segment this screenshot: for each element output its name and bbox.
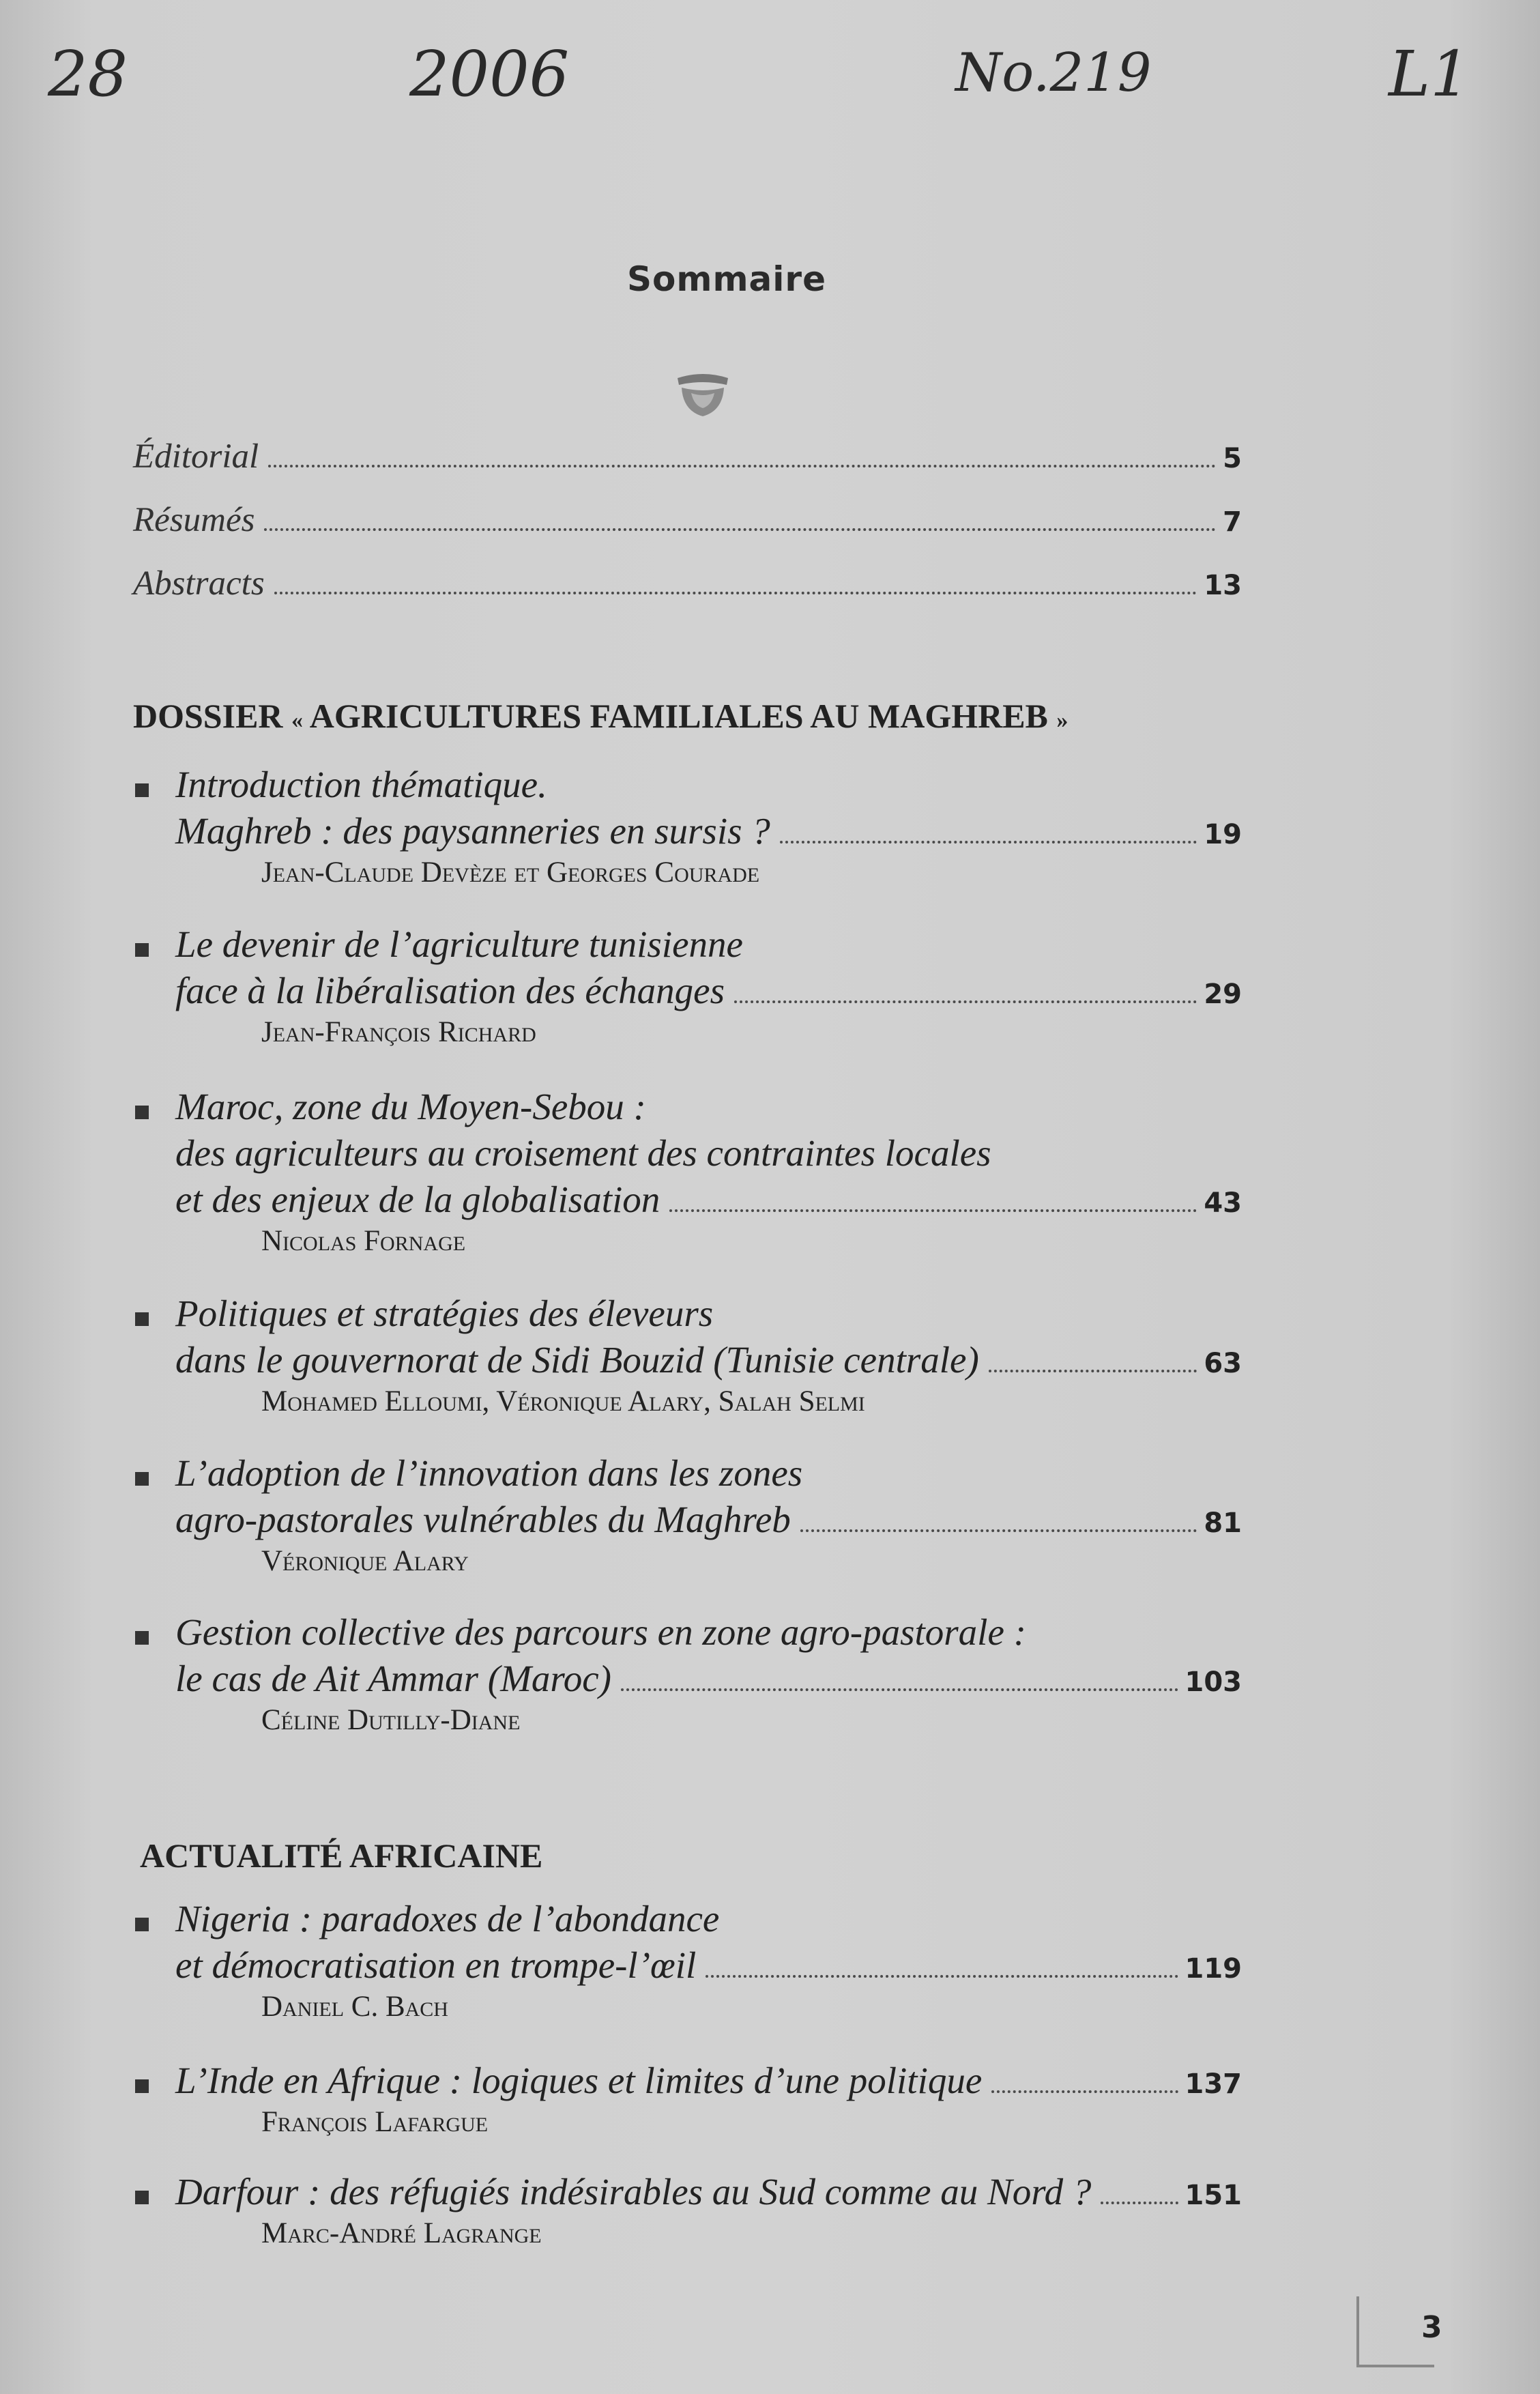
dot-leader bbox=[989, 1370, 1197, 1372]
bullet-square-icon bbox=[135, 1918, 149, 1931]
article-page-number: 43 bbox=[1204, 1187, 1242, 1219]
toc-page-number: 13 bbox=[1204, 570, 1242, 601]
article-title-line: Maroc, zone du Moyen-Sebou : bbox=[175, 1086, 646, 1127]
bullet-square-icon bbox=[135, 783, 149, 797]
article-title-line: Maghreb : des paysanneries en sursis ? 19 bbox=[175, 810, 1242, 852]
article-title-line: Le devenir de l’agriculture tunisienne bbox=[175, 923, 743, 965]
article-title-line: Nigeria : paradoxes de l’abondance bbox=[175, 1898, 720, 1939]
dot-leader bbox=[268, 465, 1216, 467]
dot-leader bbox=[780, 841, 1197, 843]
dot-leader bbox=[706, 1975, 1178, 1978]
section-heading-actualite: ACTUALITÉ AFRICAINE bbox=[140, 1836, 543, 1875]
article-page-number: 63 bbox=[1204, 1348, 1242, 1379]
article-title-line: agro-pastorales vulnérables du Maghreb 81 bbox=[175, 1499, 1242, 1540]
dot-leader bbox=[264, 528, 1216, 531]
article-authors: Jean-François Richard bbox=[261, 1016, 536, 1048]
article-authors: Mohamed Elloumi, Véronique Alary, Salah Selmi bbox=[261, 1385, 865, 1417]
article-title-line: Darfour : des réfugiés indésirables au Sud comme au Nord ? 151 bbox=[175, 2171, 1242, 2212]
toc-label: Abstracts bbox=[133, 564, 265, 603]
article-title-line: Gestion collective des parcours en zone agro-pastorale : bbox=[175, 1611, 1026, 1653]
close-quote: » bbox=[1056, 708, 1069, 733]
dossier-article-2[interactable] bbox=[133, 923, 1242, 1056]
article-title-line: Politiques et stratégies des éleveurs bbox=[175, 1293, 714, 1334]
article-title-line: et démocratisation en trompe-l’œil 119 bbox=[175, 1944, 1242, 1986]
dot-leader bbox=[621, 1688, 1178, 1691]
article-page-number: 151 bbox=[1185, 2180, 1242, 2211]
actualite-article-2[interactable] bbox=[133, 2059, 1242, 2146]
article-authors: Jean-Claude Devèze et Georges Courade bbox=[261, 856, 760, 889]
article-title-line: L’adoption de l’innovation dans les zones bbox=[175, 1452, 803, 1494]
dossier-article-5[interactable] bbox=[133, 1452, 1242, 1585]
dossier-theme: AGRICULTURES FAMILIALES AU MAGHREB bbox=[309, 697, 1048, 735]
toc-abstracts[interactable] bbox=[133, 564, 1242, 604]
handwritten-number: 28 bbox=[48, 38, 128, 111]
dossier-article-4[interactable] bbox=[133, 1292, 1242, 1426]
bullet-square-icon bbox=[135, 1312, 149, 1326]
page-title: Sommaire bbox=[626, 259, 826, 299]
bullet-square-icon bbox=[135, 943, 149, 957]
toc-page-number: 5 bbox=[1223, 443, 1242, 474]
article-title-line: L’Inde en Afrique : logiques et limites d’une politique 137 bbox=[175, 2060, 1242, 2101]
dossier-article-6[interactable] bbox=[133, 1611, 1242, 1744]
article-authors: Céline Dutilly-Diane bbox=[261, 1704, 521, 1736]
article-authors: François Lafargue bbox=[261, 2106, 489, 2138]
article-title-line: dans le gouvernorat de Sidi Bouzid (Tunisie centrale) 63 bbox=[175, 1339, 1242, 1381]
dot-leader bbox=[669, 1209, 1197, 1212]
toc-label: Éditorial bbox=[133, 437, 259, 476]
bullet-square-icon bbox=[135, 2191, 149, 2204]
dot-leader bbox=[734, 1000, 1197, 1003]
toc-editorial[interactable] bbox=[133, 437, 1242, 477]
article-title-line: des agriculteurs au croisement des contraintes locales bbox=[175, 1132, 991, 1174]
dossier-article-3[interactable] bbox=[133, 1085, 1242, 1265]
actualite-article-1[interactable] bbox=[133, 1897, 1242, 2031]
toc-label: Résumés bbox=[133, 501, 255, 539]
toc-page-number: 7 bbox=[1223, 506, 1242, 538]
bullet-square-icon bbox=[135, 1631, 149, 1645]
article-page-number: 103 bbox=[1185, 1667, 1242, 1698]
dot-leader bbox=[1101, 2202, 1178, 2204]
handwritten-issue: No.219 bbox=[955, 42, 1152, 104]
section-heading-dossier bbox=[133, 696, 1068, 736]
article-page-number: 19 bbox=[1204, 819, 1242, 850]
page-number: 3 bbox=[1421, 2310, 1442, 2345]
bullet-square-icon bbox=[135, 1472, 149, 1486]
dossier-label: DOSSIER bbox=[133, 697, 283, 735]
article-authors: Daniel C. Bach bbox=[261, 1991, 448, 2023]
article-title-line: et des enjeux de la globalisation 43 bbox=[175, 1179, 1242, 1220]
open-quote: « bbox=[291, 708, 304, 733]
article-page-number: 137 bbox=[1185, 2068, 1242, 2100]
article-title-line: le cas de Ait Ammar (Maroc) 103 bbox=[175, 1658, 1242, 1699]
toc-resumes[interactable] bbox=[133, 500, 1242, 540]
article-title-line: Introduction thématique. bbox=[175, 764, 547, 805]
dot-leader bbox=[274, 592, 1197, 594]
ornament-icon bbox=[672, 369, 733, 423]
article-page-number: 119 bbox=[1185, 1953, 1242, 1985]
bullet-square-icon bbox=[135, 2079, 149, 2093]
handwritten-year: 2006 bbox=[409, 38, 570, 111]
actualite-article-3[interactable] bbox=[133, 2170, 1242, 2258]
article-authors: Nicolas Fornage bbox=[261, 1225, 466, 1257]
article-authors: Véronique Alary bbox=[261, 1545, 469, 1577]
dot-leader bbox=[991, 2090, 1178, 2093]
bullet-square-icon bbox=[135, 1106, 149, 1119]
article-authors: Marc-André Lagrange bbox=[261, 2217, 542, 2249]
article-page-number: 81 bbox=[1204, 1508, 1242, 1539]
dot-leader bbox=[800, 1529, 1197, 1532]
article-page-number: 29 bbox=[1204, 979, 1242, 1010]
dossier-article-1[interactable] bbox=[133, 763, 1242, 897]
article-title-line: face à la libéralisation des échanges 29 bbox=[175, 970, 1242, 1011]
handwritten-shelf-mark: L1 bbox=[1389, 38, 1470, 111]
